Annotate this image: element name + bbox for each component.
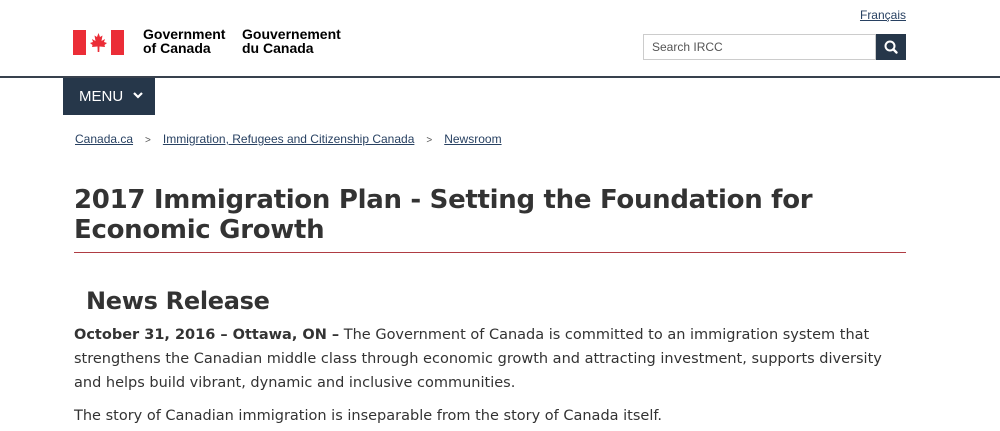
signature-en-line1: Government — [143, 26, 226, 42]
paragraph-1-text: The Government of Canada is committed to an immigration system that strengthens the Canadian middle class through economic growth and attracting investment, supports diversity and helps build vibrant, dynamic and inclusive communities. — [74, 327, 882, 391]
search-button[interactable] — [876, 34, 906, 60]
magnifier-icon — [876, 34, 906, 60]
dateline: October 31, 2016 – Ottawa, ON – — [74, 327, 340, 343]
chevron-down-icon — [132, 90, 144, 100]
canada-flag-icon[interactable] — [73, 30, 124, 55]
government-signature-en[interactable] — [143, 27, 225, 55]
breadcrumb — [75, 132, 502, 146]
government-signature-fr[interactable] — [242, 27, 341, 55]
news-paragraph-2: The story of Canadian immigration is inseparable from the story of Canada itself. — [74, 408, 663, 424]
breadcrumb-newsroom-link[interactable]: Newsroom — [444, 132, 502, 146]
breadcrumb-ircc-link[interactable]: Immigration, Refugees and Citizenship Canada — [162, 132, 415, 146]
breadcrumb-canada-link[interactable]: Canada.ca — [75, 132, 134, 146]
menu-label: MENU — [79, 88, 124, 105]
breadcrumb-separator: > — [145, 135, 151, 146]
search-input[interactable] — [643, 34, 876, 60]
signature-en-line2: of Canada — [143, 40, 211, 56]
site-header — [0, 0, 1000, 78]
menu-button[interactable] — [63, 78, 155, 115]
signature-fr-line1: Gouvernement — [242, 26, 341, 42]
signature-fr-line2: du Canada — [242, 40, 314, 56]
page-title: 2017 Immigration Plan - Setting the Foundation for Economic Growth — [74, 185, 906, 253]
section-heading: News Release — [86, 287, 270, 315]
breadcrumb-separator: > — [426, 135, 433, 146]
news-paragraph-1 — [74, 323, 904, 395]
language-toggle-link[interactable]: Français — [859, 8, 906, 22]
